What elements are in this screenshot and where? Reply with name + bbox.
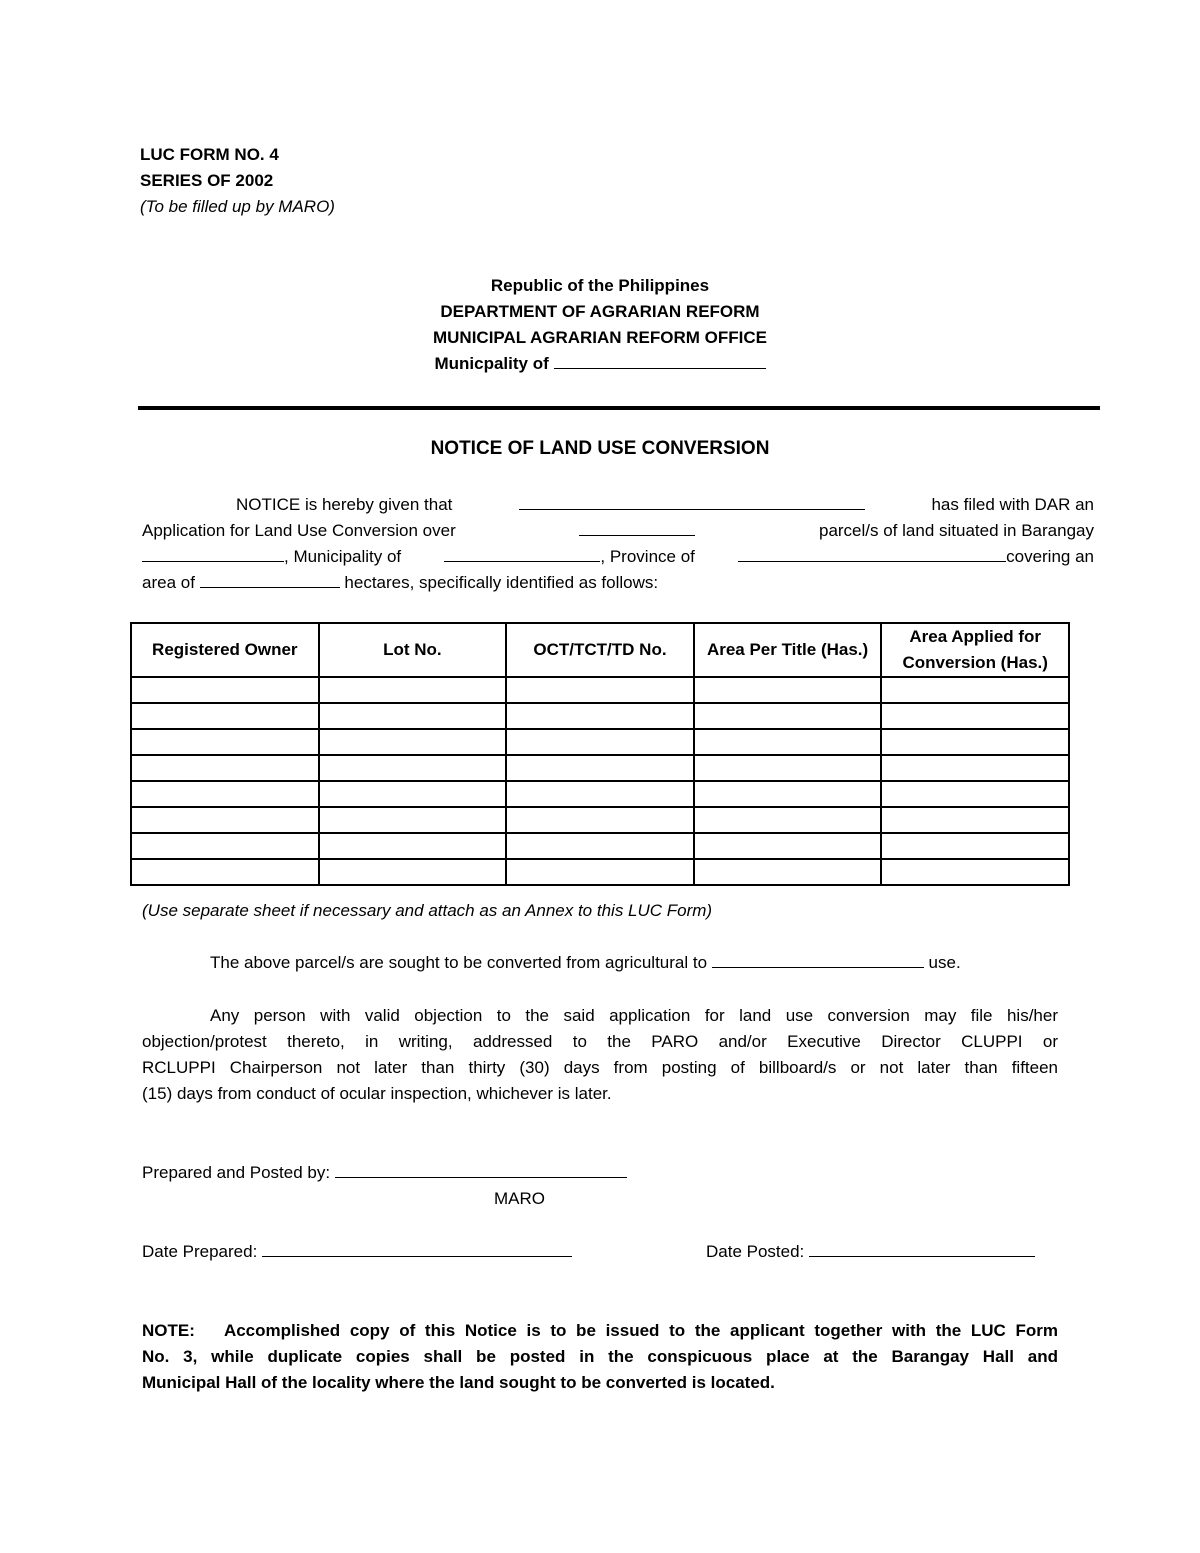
table-cell[interactable] <box>319 859 507 885</box>
table-cell[interactable] <box>881 703 1069 729</box>
table-cell[interactable] <box>881 807 1069 833</box>
area-blank[interactable] <box>200 570 340 588</box>
objection-line-3: RCLUPPI Chairperson not later than thirty (30) days from posting of billboard/s or not later than fifteen <box>142 1058 1058 1077</box>
barangay-group <box>142 544 401 570</box>
table-cell[interactable] <box>319 807 507 833</box>
conversion-text-before: The above parcel/s are sought to be converted from agricultural to <box>210 953 708 972</box>
table-cell[interactable] <box>131 755 319 781</box>
note-line-1 <box>142 1318 1058 1344</box>
department-label: DEPARTMENT OF AGRARIAN REFORM <box>440 302 760 321</box>
table-cell[interactable] <box>131 833 319 859</box>
table-cell[interactable] <box>319 677 507 703</box>
table-cell[interactable] <box>319 781 507 807</box>
table-cell[interactable] <box>506 677 694 703</box>
table-row <box>131 807 1069 833</box>
table-cell[interactable] <box>694 833 882 859</box>
municipality-label: Municpality of <box>434 354 549 373</box>
form-series: SERIES OF 2002 <box>140 171 274 190</box>
objection-paragraph <box>142 1003 1058 1107</box>
header-area-per-title: Area Per Title (Has.) <box>694 623 882 677</box>
header-registered-owner: Registered Owner <box>131 623 319 677</box>
table-cell[interactable] <box>694 729 882 755</box>
notice-paragraph <box>142 492 1094 596</box>
conversion-sentence <box>210 950 961 976</box>
table-cell[interactable] <box>694 677 882 703</box>
table-cell[interactable] <box>131 677 319 703</box>
table-cell[interactable] <box>881 677 1069 703</box>
table-row <box>131 755 1069 781</box>
objection-line-2: objection/protest thereto, in writing, addressed to the PARO and/or Executive Director CLUPPI or <box>142 1032 1058 1051</box>
table-cell[interactable] <box>881 859 1069 885</box>
objection-line-1: Any person with valid objection to the said application for land use conversion may file his/her <box>210 1006 1058 1025</box>
table-row <box>131 781 1069 807</box>
prepared-by-row <box>142 1160 627 1186</box>
date-posted-blank[interactable] <box>809 1239 1035 1257</box>
form-header <box>140 142 335 220</box>
table-cell[interactable] <box>319 833 507 859</box>
municipality-group <box>444 544 695 570</box>
annex-note: (Use separate sheet if necessary and attach as an Annex to this LUC Form) <box>142 901 713 920</box>
notice-text-4b: hectares, specifically identified as follows: <box>344 573 659 592</box>
header-area-applied: Area Applied for Conversion (Has.) <box>881 623 1069 677</box>
date-prepared-row <box>142 1239 572 1265</box>
date-posted-row <box>706 1239 1035 1265</box>
table-row <box>131 677 1069 703</box>
province-group <box>738 544 1094 570</box>
date-prepared-blank[interactable] <box>262 1239 572 1257</box>
applicant-blank[interactable] <box>519 492 865 510</box>
table-cell[interactable] <box>319 755 507 781</box>
province-blank[interactable] <box>738 544 1006 562</box>
table-row <box>131 859 1069 885</box>
table-row <box>131 703 1069 729</box>
note-line-2: No. 3, while duplicate copies shall be posted in the conspicuous place at the Barangay Hall and <box>142 1347 1058 1366</box>
form-number: LUC FORM NO. 4 <box>140 145 279 164</box>
notice-text-3b: , Province of <box>600 547 695 566</box>
table-cell[interactable] <box>506 859 694 885</box>
agency-header <box>300 273 900 377</box>
table-cell[interactable] <box>881 833 1069 859</box>
office-label: MUNICIPAL AGRARIAN REFORM OFFICE <box>432 328 767 347</box>
notice-text-2a: Application for Land Use Conversion over <box>142 521 456 540</box>
form-instruction: (To be filled up by MARO) <box>140 197 335 216</box>
table-row <box>131 833 1069 859</box>
prepared-by-label: Prepared and Posted by: <box>142 1163 331 1182</box>
maro-label: MARO <box>494 1189 545 1208</box>
parcel-count-blank[interactable] <box>579 518 695 536</box>
objection-line-4: (15) days from conduct of ocular inspection, whichever is later. <box>142 1084 612 1103</box>
table-cell[interactable] <box>131 807 319 833</box>
table-cell[interactable] <box>694 781 882 807</box>
note-block <box>142 1318 1058 1396</box>
notice-line-2 <box>142 518 1094 544</box>
republic-label: Republic of the Philippines <box>490 276 710 295</box>
parcel-table <box>130 622 1070 886</box>
notice-text-4a: area of <box>142 573 195 592</box>
municipality-field-blank[interactable] <box>444 544 600 562</box>
table-cell[interactable] <box>694 859 882 885</box>
table-cell[interactable] <box>319 729 507 755</box>
municipality-blank[interactable] <box>554 351 766 369</box>
table-cell[interactable] <box>319 703 507 729</box>
notice-line-4 <box>142 570 1094 596</box>
header-divider <box>138 406 1100 410</box>
table-cell[interactable] <box>506 729 694 755</box>
proposed-use-blank[interactable] <box>712 950 924 968</box>
table-cell[interactable] <box>131 703 319 729</box>
table-cell[interactable] <box>506 833 694 859</box>
notice-line-1 <box>142 492 1094 518</box>
table-cell[interactable] <box>694 755 882 781</box>
conversion-text-after: use. <box>928 953 961 972</box>
table-cell[interactable] <box>694 703 882 729</box>
table-cell[interactable] <box>131 729 319 755</box>
table-cell[interactable] <box>506 703 694 729</box>
table-cell[interactable] <box>131 781 319 807</box>
date-prepared-label: Date Prepared: <box>142 1242 258 1261</box>
table-cell[interactable] <box>694 807 882 833</box>
header-title-no: OCT/TCT/TD No. <box>506 623 694 677</box>
notice-text-2b: parcel/s of land situated in Barangay <box>818 521 1094 540</box>
note-line-3: Municipal Hall of the locality where the land sought to be converted is located. <box>142 1373 775 1392</box>
notice-line-3 <box>142 544 1094 570</box>
notice-text-3c: covering an <box>1006 547 1094 566</box>
notice-text-1a: NOTICE is hereby given that <box>236 495 453 514</box>
notice-text-1b: has filed with DAR an <box>931 495 1094 514</box>
table-cell[interactable] <box>506 807 694 833</box>
table-cell[interactable] <box>506 781 694 807</box>
notice-title: NOTICE OF LAND USE CONVERSION <box>430 438 770 459</box>
note-label: NOTE: <box>142 1321 195 1340</box>
table-row <box>131 729 1069 755</box>
barangay-blank[interactable] <box>142 544 284 562</box>
table-cell[interactable] <box>881 729 1069 755</box>
notice-text-3a: , Municipality of <box>284 547 402 566</box>
municipality-row <box>300 351 900 377</box>
note-text-1: Accomplished copy of this Notice is to be issued to the applicant together with the LUC Form <box>223 1321 1059 1340</box>
table-cell[interactable] <box>131 859 319 885</box>
table-cell[interactable] <box>881 781 1069 807</box>
date-posted-label: Date Posted: <box>706 1242 805 1261</box>
prepared-by-blank[interactable] <box>335 1160 627 1178</box>
table-cell[interactable] <box>506 755 694 781</box>
header-lot-no: Lot No. <box>319 623 507 677</box>
table-cell[interactable] <box>881 755 1069 781</box>
table-header-row <box>131 623 1069 677</box>
